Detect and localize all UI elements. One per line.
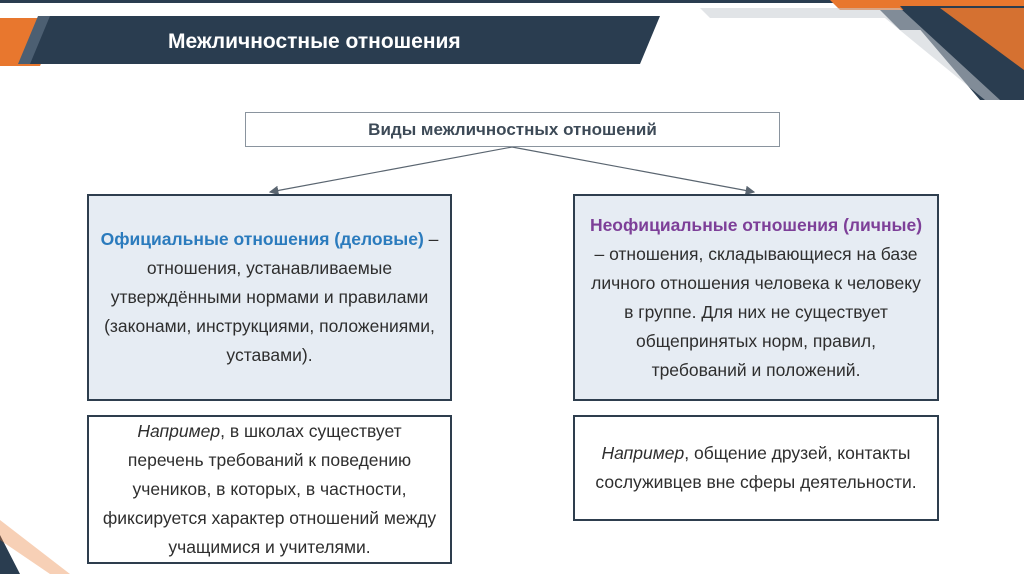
official-term: Официальные отношения (деловые) [100, 229, 424, 249]
unofficial-relations-text [587, 211, 925, 385]
official-example-lead: Например [137, 421, 221, 441]
official-example-text [101, 417, 438, 562]
root-category-label: Виды межличностных отношений [368, 119, 657, 139]
unofficial-example-box [573, 415, 939, 521]
root-category-box [245, 112, 780, 147]
official-relations-text [99, 225, 440, 370]
official-relations-card [87, 194, 452, 401]
unofficial-relations-card [573, 194, 939, 401]
unofficial-example-lead: Например [601, 443, 685, 463]
page-title: Межличностные отношения [168, 30, 461, 53]
official-example-box [87, 415, 452, 564]
official-example-body: , в школах существует перечень требований к поведению учеников, в которых, в частности, фиксируется характер отношений между учащимися и учителями. [102, 421, 437, 557]
unofficial-example-body: , общение друзей, контакты сослуживцев вне сферы деятельности. [595, 443, 917, 492]
unofficial-term: Неофициальные отношения (личные) [589, 214, 923, 235]
unofficial-definition: – отношения, складывающиеся на базе личного отношения человека к человеку в группе. Для них не существует общепринятых норм, правил, требований и положений. [591, 243, 921, 380]
official-definition: – отношения, устанавливаемые утверждёнными нормами и правилами (законами, инструкциями, положениями, уставами). [104, 229, 439, 365]
unofficial-example-text [587, 439, 925, 497]
